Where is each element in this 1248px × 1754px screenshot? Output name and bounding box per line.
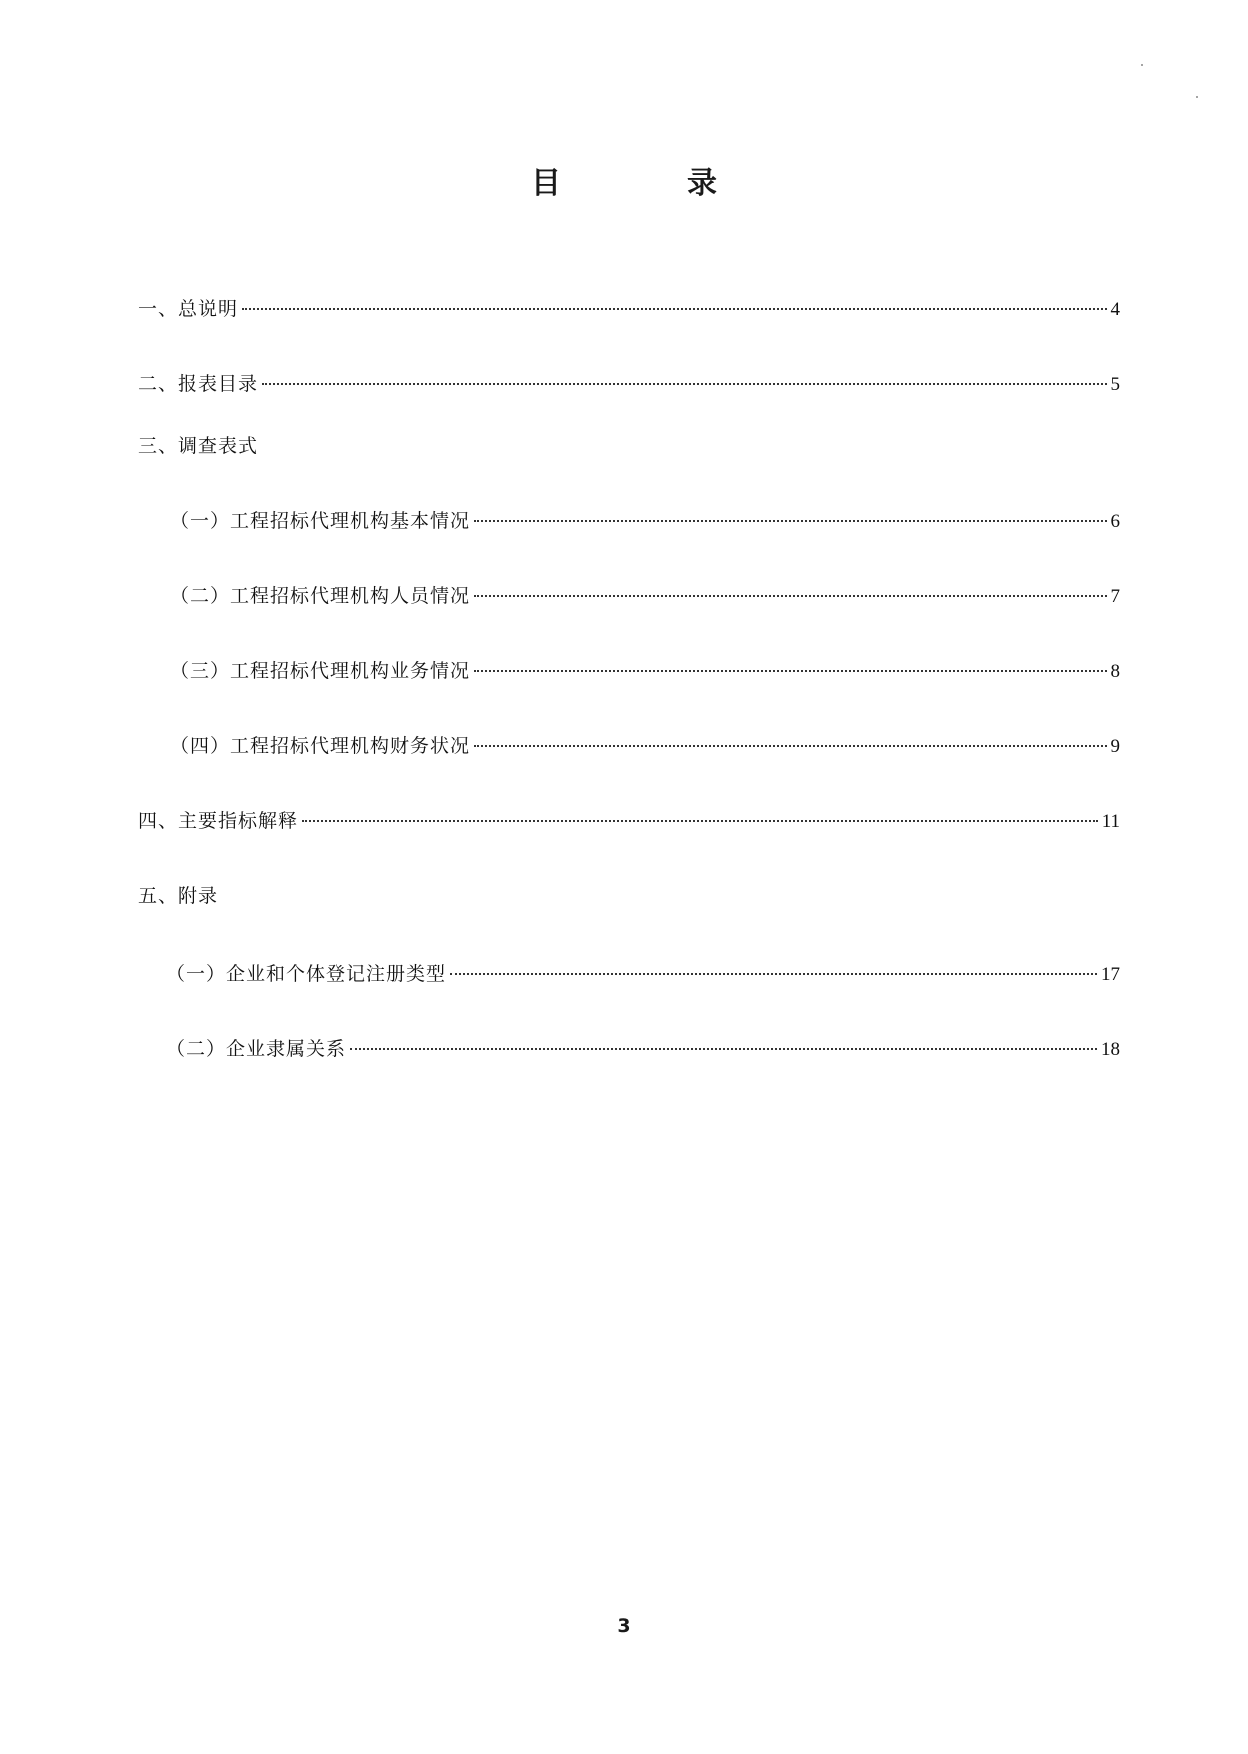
toc-entry-label: （三）工程招标代理机构业务情况 xyxy=(170,660,471,682)
toc-entry-agency-basic-info[interactable] xyxy=(170,508,1120,535)
toc-entry-indicator-explanations[interactable] xyxy=(138,808,1120,835)
toc-dot-leader xyxy=(474,519,1106,522)
toc-page-number: 7 xyxy=(1110,586,1120,607)
toc-entry-agency-business[interactable] xyxy=(170,658,1120,685)
toc-page-number: 17 xyxy=(1101,964,1120,985)
toc-entry-label: （二）企业隶属关系 xyxy=(166,1038,347,1060)
toc-entry-label: （四）工程招标代理机构财务状况 xyxy=(170,735,471,757)
page-title: 目 录 xyxy=(531,166,765,201)
toc-entry-label: （二）工程招标代理机构人员情况 xyxy=(170,585,471,607)
toc-entry-agency-finance[interactable] xyxy=(170,733,1120,760)
toc-page-number: 4 xyxy=(1110,299,1120,320)
toc-entry-affiliation[interactable] xyxy=(166,1036,1120,1063)
toc-page-number: 6 xyxy=(1110,511,1120,532)
toc-entry-label: （一）工程招标代理机构基本情况 xyxy=(170,510,471,532)
toc-entry-label: 四、主要指标解释 xyxy=(138,810,299,832)
toc-page-number: 9 xyxy=(1110,736,1120,757)
toc-section-survey-forms[interactable]: 三、调查表式 xyxy=(138,435,259,457)
toc-section-appendix[interactable]: 五、附录 xyxy=(138,885,219,907)
toc-dot-leader xyxy=(450,972,1097,975)
toc-dot-leader xyxy=(474,744,1106,747)
toc-dot-leader xyxy=(242,307,1106,310)
toc-entry-general-description[interactable] xyxy=(138,296,1120,323)
toc-page-number: 18 xyxy=(1101,1039,1120,1060)
toc-page-number: 8 xyxy=(1110,661,1120,682)
toc-page-number: 11 xyxy=(1101,811,1120,832)
scan-speck xyxy=(1141,64,1143,66)
toc-dot-leader xyxy=(474,669,1106,672)
toc-entry-label: 一、总说明 xyxy=(138,298,239,320)
toc-dot-leader xyxy=(262,382,1106,385)
scan-speck xyxy=(1196,96,1198,98)
toc-entry-agency-personnel[interactable] xyxy=(170,583,1120,610)
toc-entry-label: 二、报表目录 xyxy=(138,373,259,395)
toc-page-number: 5 xyxy=(1110,374,1120,395)
toc-dot-leader xyxy=(350,1047,1097,1050)
toc-entry-label: （一）企业和个体登记注册类型 xyxy=(166,963,447,985)
toc-dot-leader xyxy=(474,594,1106,597)
page-number: 3 xyxy=(617,1615,631,1637)
toc-entry-report-catalog[interactable] xyxy=(138,371,1120,398)
toc-dot-leader xyxy=(302,819,1098,822)
toc-entry-registration-types[interactable] xyxy=(166,961,1120,988)
